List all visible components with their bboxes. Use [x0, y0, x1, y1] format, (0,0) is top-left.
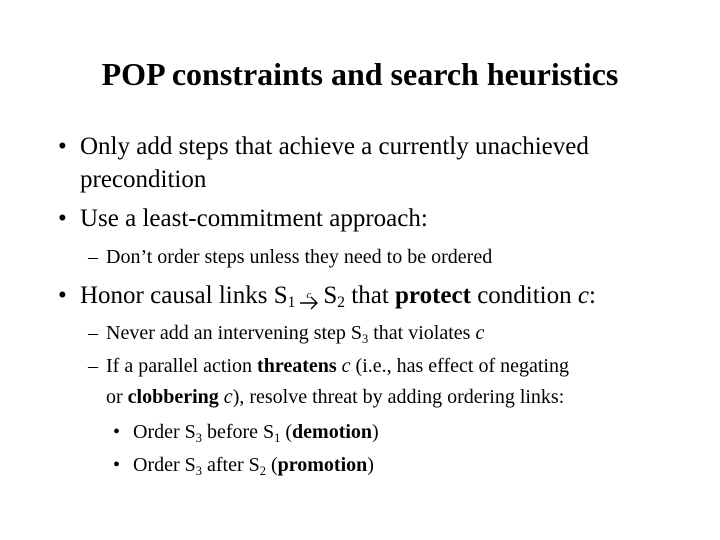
bullet-3-sub-1: [88, 322, 484, 345]
dash-marker: –: [88, 355, 98, 377]
subscript: 1: [287, 294, 296, 311]
bullet-3-sub-2-mid: (i.e., has effect of negating: [350, 355, 569, 377]
subscript: 3: [362, 332, 369, 346]
bullet-3-post: condition: [470, 282, 578, 309]
bullet-3: [58, 282, 596, 310]
bullet-1: [58, 133, 589, 161]
bullet-2-text: Use a least-commitment approach:: [80, 205, 428, 232]
bullet-marker: •: [113, 421, 121, 443]
subscript: 2: [259, 464, 266, 478]
sub-bullet-2-pre: Order S: [133, 454, 196, 476]
bullet-3-sub-2-line2-pre: or: [106, 386, 128, 408]
dash-marker: –: [88, 246, 98, 268]
sub-bullet-2-open: (: [265, 454, 278, 476]
bullet-3-s2: S: [323, 282, 338, 309]
bullet-3-sub-2: [88, 355, 569, 378]
bullet-3-cond: c: [577, 282, 589, 309]
subscript: 2: [337, 294, 346, 311]
bullet-3-colon: :: [588, 282, 596, 309]
dash-marker: –: [88, 322, 98, 344]
sub-bullet-2-mid: after S: [201, 454, 260, 476]
sub-bullet-1-open: (: [280, 421, 293, 443]
bullet-3-sub-1-post: that violates: [368, 322, 476, 344]
subscript: 3: [195, 431, 202, 445]
sub-bullet-2-close: ): [367, 454, 374, 476]
bullet-3-sub-2-cond2: c: [223, 386, 233, 408]
bullet-2-sub-1-text: Don’t order steps unless they need to be ordered: [106, 246, 493, 268]
bullet-1-text-line1: Only add steps that achieve a currently unachieved: [80, 133, 589, 160]
bullet-3-sub-2-line2-post: ), resolve threat by adding ordering links:: [232, 386, 565, 408]
bullet-3-protect: protect: [395, 282, 471, 309]
bullet-3-sub-1-pre: Never add an intervening step S: [106, 322, 363, 344]
sub-bullet-2-bold: promotion: [277, 454, 368, 476]
bullet-3-sub-2-line2: [106, 386, 564, 409]
bullet-marker: •: [58, 205, 67, 232]
bullet-3-sub-2-cond1: c: [341, 355, 351, 377]
bullet-3-mid: that: [345, 282, 396, 309]
bullet-marker: •: [58, 133, 67, 160]
subscript: 3: [195, 464, 202, 478]
sub-bullet-1-pre: Order S: [133, 421, 196, 443]
sub-bullet-demotion: [113, 421, 379, 444]
subscript: 1: [274, 431, 281, 445]
bullet-3-sub-1-cond: c: [475, 322, 485, 344]
causal-link-label: c: [306, 289, 312, 301]
slide-title: POP constraints and search heuristics: [101, 56, 619, 92]
bullet-marker: •: [58, 282, 67, 309]
sub-bullet-promotion: [113, 454, 374, 477]
bullet-3-sub-2-pre: If a parallel action: [106, 355, 258, 377]
bullet-1-line2: [80, 166, 206, 194]
bullet-1-text-line2: precondition: [80, 166, 207, 193]
bullet-marker: •: [113, 454, 121, 476]
bullet-2-sub-1: [88, 246, 492, 269]
bullet-3-pre: Honor causal links S: [80, 282, 288, 309]
sub-bullet-1-close: ): [372, 421, 379, 443]
bullet-2: [58, 205, 428, 233]
bullet-3-sub-2-clobbering: clobbering: [127, 386, 219, 408]
sub-bullet-1-bold: demotion: [292, 421, 373, 443]
sub-bullet-1-mid: before S: [201, 421, 275, 443]
bullet-3-sub-2-threatens: threatens: [257, 355, 337, 377]
